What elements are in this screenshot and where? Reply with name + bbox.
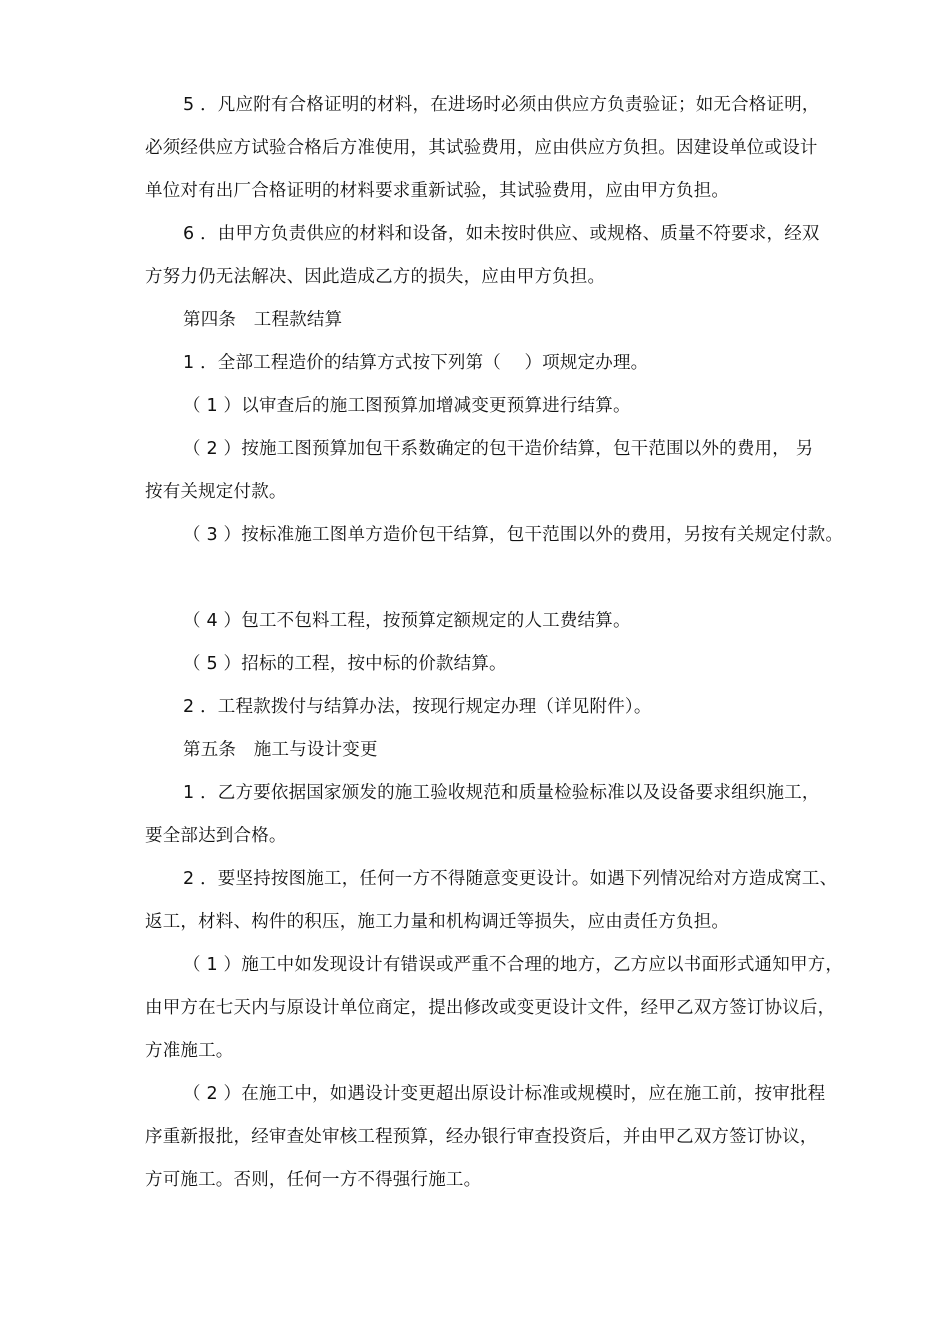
text-line-clause-4-1-item-1: （ 1 ）以审查后的施工图预算加增减变更预算进行结算。: [183, 396, 631, 416]
text-line-clause-5-2-item-1-cont-2: 方准施工。: [145, 1041, 234, 1061]
text-line-clause-5-2-cont: 返工，材料、构件的积压，施工力量和机构调迁等损失，应由责任方负担。: [145, 912, 730, 932]
text-line-clause-5-2-item-2-cont-2: 方可施工。否则，任何一方不得强行施工。: [145, 1170, 482, 1190]
article-4-heading: 第四条 工程款结算: [183, 310, 343, 330]
text-line-clause-3-5-cont-2: 单位对有出厂合格证明的材料要求重新试验，其试验费用，应由甲方负担。: [145, 181, 730, 201]
text-line-clause-4-1-item-2-cont: 按有关规定付款。: [145, 482, 287, 502]
text-line-clause-5-2-item-1-cont-1: 由甲方在七天内与原设计单位商定，提出修改或变更设计文件，经甲乙双方签订协议后，: [145, 998, 836, 1018]
text-line-clause-4-1-item-4: （ 4 ）包工不包料工程，按预算定额规定的人工费结算。: [183, 611, 631, 631]
text-line-clause-5-2-item-2: （ 2 ）在施工中，如遇设计变更超出原设计标准或规模时，应在施工前，按审批程: [183, 1084, 826, 1104]
text-line-clause-5-2-item-1: （ 1 ）施工中如发现设计有错误或严重不合理的地方，乙方应以书面形式通知甲方，: [183, 955, 844, 975]
text-line-clause-4-2: 2 ．工程款拨付与结算办法，按现行规定办理（详见附件）。: [183, 697, 652, 717]
text-line-clause-3-6-cont: 方努力仍无法解决、因此造成乙方的损失，应由甲方负担。: [145, 267, 606, 287]
text-line-clause-4-1-item-5: （ 5 ）招标的工程，按中标的价款结算。: [183, 654, 507, 674]
text-line-clause-3-5-cont-1: 必须经供应方试验合格后方准使用，其试验费用，应由供应方负担。因建设单位或设计: [145, 138, 818, 158]
text-line-clause-5-2: 2 ．要坚持按图施工，任何一方不得随意变更设计。如遇下列情况给对方造成窝工、: [183, 869, 838, 889]
text-line-clause-4-1: 1 ．全部工程造价的结算方式按下列第（ ）项规定办理。: [183, 353, 649, 373]
text-line-clause-4-1-item-3: （ 3 ）按标准施工图单方造价包干结算，包干范围以外的费用，另按有关规定付款。: [183, 525, 844, 545]
text-line-clause-3-5: 5 ．凡应附有合格证明的材料，在进场时必须由供应方负责验证；如无合格证明，: [183, 95, 820, 115]
text-line-clause-5-2-item-2-cont-1: 序重新报批，经审查处审核工程预算，经办银行审查投资后，并由甲乙双方签订协议，: [145, 1127, 818, 1147]
text-line-clause-3-6: 6 ．由甲方负责供应的材料和设备，如未按时供应、或规格、质量不符要求，经双: [183, 224, 820, 244]
text-line-clause-5-1: 1 ．乙方要依据国家颁发的施工验收规范和质量检验标准以及设备要求组织施工，: [183, 783, 820, 803]
text-line-clause-5-1-cont: 要全部达到合格。: [145, 826, 287, 846]
text-line-clause-4-1-item-2: （ 2 ）按施工图预算加包干系数确定的包干造价结算，包干范围以外的费用， 另: [183, 439, 814, 459]
article-5-heading: 第五条 施工与设计变更: [183, 740, 378, 760]
